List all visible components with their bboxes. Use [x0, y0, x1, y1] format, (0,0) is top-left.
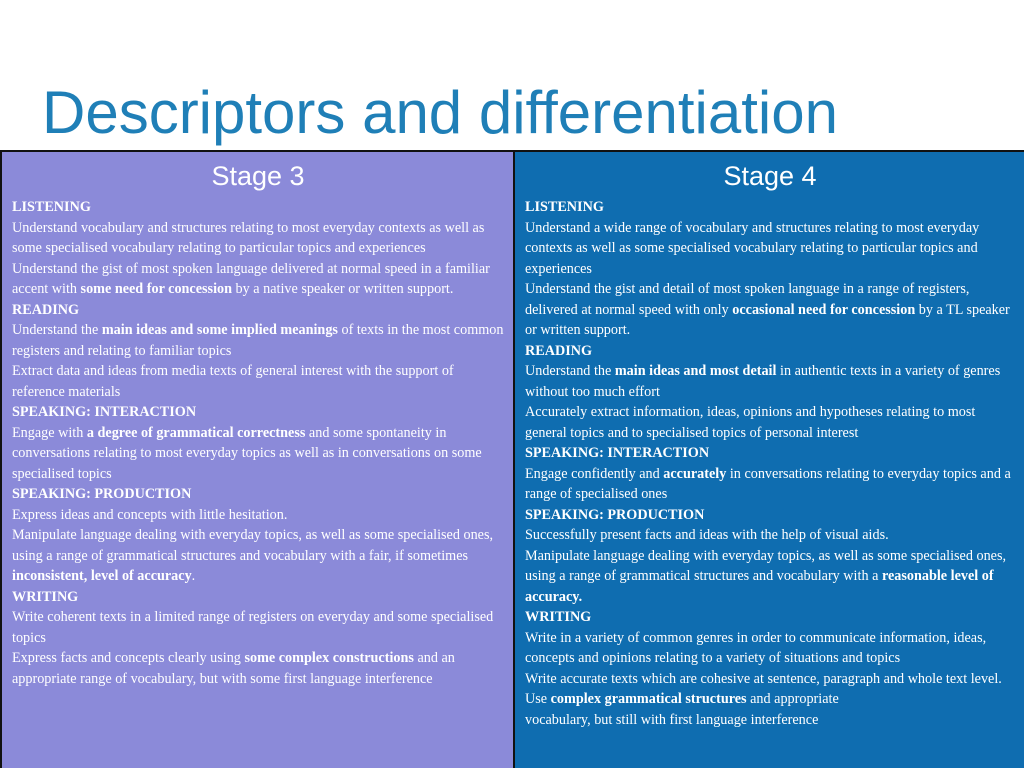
- stage-4-heading: Stage 4: [723, 161, 817, 191]
- descriptor-text: Understand the gist of most spoken language delivered at normal speed in a familiar accent with: [12, 260, 490, 297]
- descriptor-text: in authentic texts in a variety of genres without too much effort: [525, 363, 1001, 400]
- descriptor-text: of texts in the most common registers and relating to familiar topics: [12, 322, 504, 359]
- descriptor-text: Engage with: [12, 424, 87, 441]
- descriptor-paragraph: [525, 546, 1015, 608]
- descriptor-paragraph: [12, 607, 504, 648]
- emphasis-text: WRITING: [12, 588, 79, 605]
- descriptor-text: Manipulate language dealing with everyday topics, as well as some specialised ones, using a range of grammatical structures and vocabulary with a fair, if sometimes: [12, 527, 494, 564]
- emphasis-text: occasional need for concession: [732, 301, 916, 318]
- stage-4-descriptors: [525, 197, 1015, 730]
- emphasis-text: reasonable level of accuracy.: [525, 568, 994, 605]
- descriptor-text: Understand the gist and detail of most spoken language in a range of registers, delivered at normal speed with only: [525, 281, 970, 318]
- section-heading: [525, 341, 1015, 362]
- descriptor-text: and some spontaneity in conversations relating to most everyday topics as well as in conversations on some specialised topics: [12, 424, 482, 482]
- descriptor-text: Understand the: [12, 322, 102, 338]
- descriptor-table: [0, 150, 1024, 768]
- descriptor-text: and an appropriate range of vocabulary, but with some first language interference: [12, 650, 455, 687]
- emphasis-text: SPEAKING: PRODUCTION: [525, 506, 705, 523]
- descriptor-text: Understand a wide range of vocabulary and structures relating to most everyday contexts as well as some specialised vocabulary relating to particular topics and experiences: [525, 219, 980, 277]
- descriptor-paragraph: [12, 423, 504, 485]
- descriptor-paragraph: [525, 525, 1015, 546]
- stage-3-heading: Stage 3: [211, 161, 305, 191]
- descriptor-text: Understand vocabulary and structures relating to most everyday contexts as well as some specialised vocabulary relating to particular topics and experiences: [12, 219, 485, 256]
- descriptor-paragraph: [12, 259, 504, 300]
- descriptor-paragraph: [12, 505, 504, 526]
- emphasis-text: some need for concession: [80, 281, 232, 297]
- descriptor-paragraph: [12, 361, 504, 402]
- section-heading: [525, 505, 1015, 526]
- descriptor-paragraph: [12, 648, 504, 689]
- descriptor-paragraph: [525, 628, 1015, 669]
- descriptor-text: Engage confidently and: [525, 465, 664, 482]
- emphasis-text: a degree of grammatical correctness: [86, 424, 306, 441]
- section-heading: [525, 197, 1015, 218]
- stage-4-column: [513, 152, 1024, 768]
- descriptor-text: by a native speaker or written support.: [232, 281, 454, 297]
- descriptor-text: Express ideas and concepts with little hesitation.: [12, 506, 288, 523]
- descriptor-text: Write in a variety of common genres in order to communicate information, ideas, concepts and opinions relating to a variety of situations and topics: [525, 629, 987, 666]
- descriptor-text: in conversations relating to everyday topics and a range of specialised ones: [525, 465, 1011, 502]
- descriptor-text: Write coherent texts in a limited range of registers on everyday and some specialised topics: [12, 609, 494, 646]
- descriptor-text: Extract data and ideas from media texts of general interest with the support of reference materials: [12, 363, 454, 400]
- emphasis-text: READING: [12, 301, 80, 318]
- emphasis-text: SPEAKING: INTERACTION: [525, 445, 710, 461]
- descriptor-paragraph: [525, 402, 1015, 443]
- section-heading: [12, 300, 504, 321]
- section-heading: [12, 587, 504, 608]
- descriptor-text: vocabulary, but still with first language interference: [525, 711, 819, 728]
- emphasis-text: accurately: [663, 465, 727, 482]
- descriptor-text: Write accurate texts which are cohesive at sentence, paragraph and whole text level. Use: [525, 670, 1002, 707]
- emphasis-text: READING: [525, 342, 593, 359]
- slide-title: Descriptors and differentiation: [42, 79, 838, 146]
- section-heading: [12, 197, 504, 218]
- descriptor-paragraph: [525, 669, 1015, 710]
- section-heading: [12, 402, 504, 423]
- stage-3-descriptors: [12, 197, 504, 689]
- emphasis-text: complex grammatical structures: [550, 691, 747, 707]
- descriptor-paragraph: [525, 710, 1015, 731]
- descriptor-paragraph: [525, 218, 1015, 280]
- descriptor-text: Express facts and concepts clearly using: [12, 650, 245, 666]
- descriptor-text: Successfully present facts and ideas with the help of visual aids.: [525, 527, 889, 543]
- descriptor-text: .: [191, 568, 196, 584]
- descriptor-text: and appropriate: [746, 691, 839, 707]
- emphasis-text: inconsistent, level of accuracy: [12, 568, 192, 584]
- descriptor-text: Accurately extract information, ideas, opinions and hypotheses relating to most general topics and to specialised topics of personal interest: [525, 404, 976, 441]
- emphasis-text: LISTENING: [12, 199, 91, 215]
- descriptor-paragraph: [12, 320, 504, 361]
- descriptor-text: Understand the: [525, 363, 615, 379]
- descriptor-text: by a TL speaker or written support.: [525, 301, 1010, 338]
- emphasis-text: LISTENING: [525, 199, 604, 215]
- descriptor-text: Manipulate language dealing with everyday topics, as well as some specialised ones, using a range of grammatical structures and vocabulary with a: [525, 547, 1007, 584]
- emphasis-text: main ideas and most detail: [614, 363, 777, 379]
- descriptor-paragraph: [525, 279, 1015, 341]
- section-heading: [525, 607, 1015, 628]
- stage-3-column: [0, 152, 513, 768]
- descriptor-paragraph: [525, 361, 1015, 402]
- descriptor-paragraph: [12, 525, 504, 587]
- emphasis-text: main ideas and some implied meanings: [101, 322, 338, 338]
- emphasis-text: SPEAKING: INTERACTION: [12, 404, 197, 420]
- descriptor-paragraph: [12, 218, 504, 259]
- emphasis-text: SPEAKING: PRODUCTION: [12, 486, 192, 502]
- descriptor-paragraph: [525, 464, 1015, 505]
- emphasis-text: some complex constructions: [244, 650, 414, 666]
- section-heading: [12, 484, 504, 505]
- emphasis-text: WRITING: [525, 609, 592, 625]
- section-heading: [525, 443, 1015, 464]
